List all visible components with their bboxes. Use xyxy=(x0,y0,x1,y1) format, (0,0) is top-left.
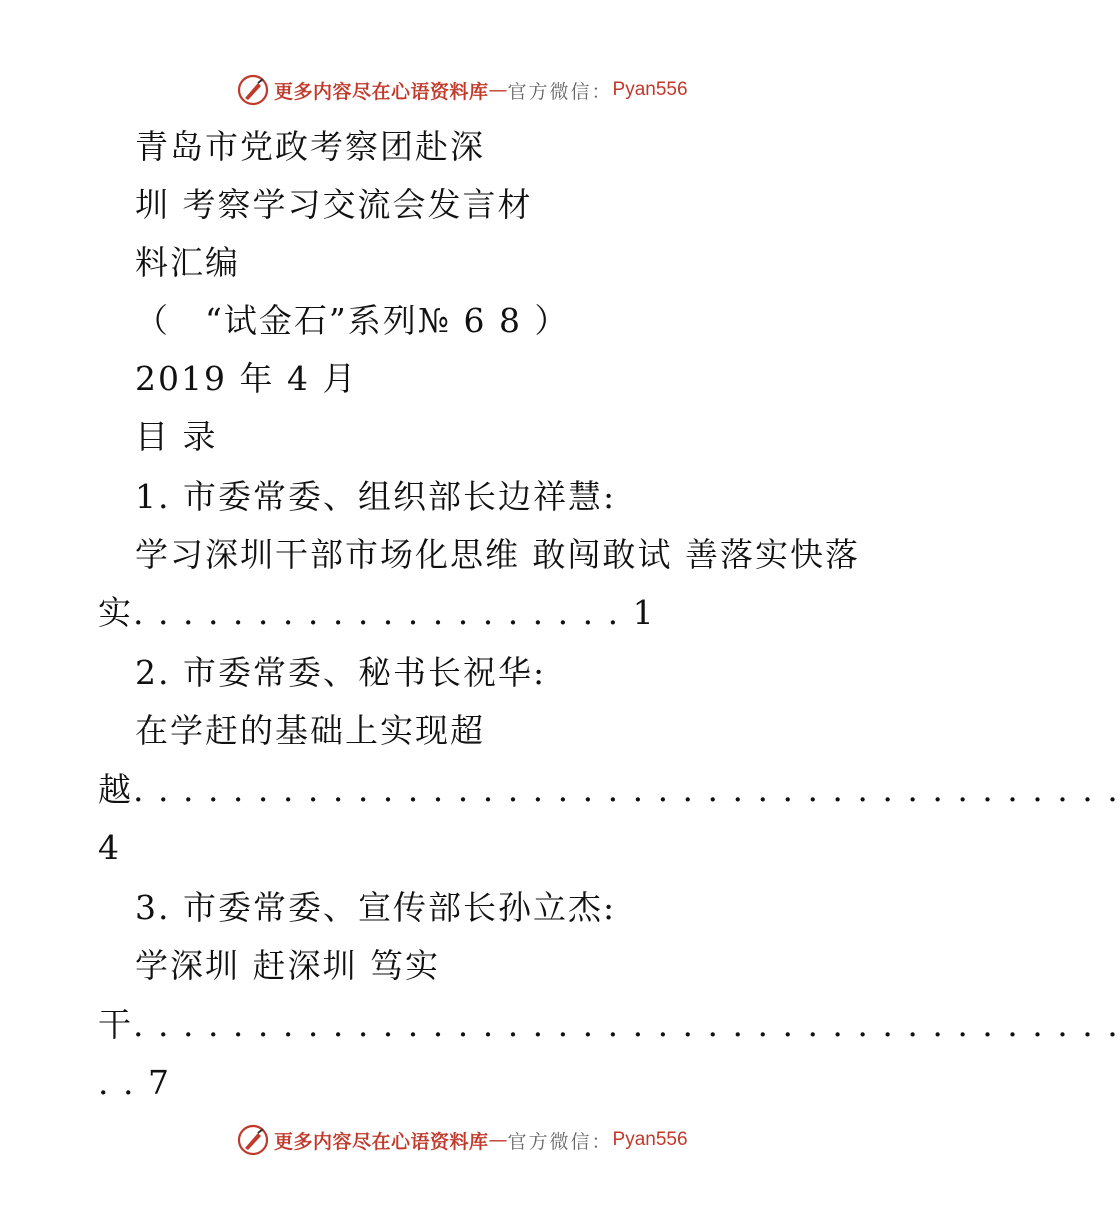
watermark-site-text: 更多内容尽在心语资料库 xyxy=(274,1130,489,1153)
doc-date: 2019 年 4 月 xyxy=(135,359,358,398)
series-label: （ “试金石”系列№ 6 8 ） xyxy=(135,301,570,340)
watermark-dash: — xyxy=(488,1129,508,1151)
toc-entry-3-title[interactable]: 学深圳 赶深圳 笃实 xyxy=(135,946,440,985)
watermark-wechat-id: Pyan556 xyxy=(612,79,688,100)
watermark-wechat-label: 官方微信： xyxy=(507,1130,613,1153)
toc-entry-3-speaker[interactable]: 3. 市委常委、宣传部长孙立杰: xyxy=(135,888,617,927)
watermark-wechat-label: 官方微信： xyxy=(507,80,613,103)
toc-entry-1-title[interactable]: 学习深圳干部市场化思维 敢闯敢试 善落实快落 xyxy=(135,535,860,574)
doc-title-line-1: 青岛市党政考察团赴深 xyxy=(135,127,485,166)
toc-heading: 目 录 xyxy=(135,417,218,456)
watermark-wechat-id: Pyan556 xyxy=(612,1129,688,1150)
doc-title-line-2: 圳 考察学习交流会发言材 xyxy=(135,185,533,224)
toc-entry-2-page[interactable]: 4 xyxy=(98,828,121,867)
toc-entry-1-leader[interactable]: 实. . . . . . . . . . . . . . . . . . . . 1 xyxy=(98,593,656,632)
toc-entry-2-title[interactable]: 在学赶的基础上实现超 xyxy=(135,711,485,750)
toc-entry-3-page[interactable]: . . 7 xyxy=(98,1063,171,1102)
toc-entry-1-speaker[interactable]: 1. 市委常委、组织部长边祥慧: xyxy=(135,477,617,516)
toc-entry-2-speaker[interactable]: 2. 市委常委、秘书长祝华: xyxy=(135,653,547,692)
toc-entry-3-leader[interactable]: 干. . . . . . . . . . . . . . . . . . . . . . . . . . . . . . . . . . . . . . . . xyxy=(98,1005,1120,1044)
quill-logo-icon xyxy=(236,1123,270,1157)
watermark-site-text: 更多内容尽在心语资料库 xyxy=(274,80,489,103)
doc-title-line-3: 料汇编 xyxy=(135,243,240,282)
toc-entry-2-leader[interactable]: 越. . . . . . . . . . . . . . . . . . . . . . . . . . . . . . . . . . . . . . . . xyxy=(98,770,1120,809)
watermark-dash: — xyxy=(488,79,508,101)
watermark-footer xyxy=(236,1122,688,1158)
